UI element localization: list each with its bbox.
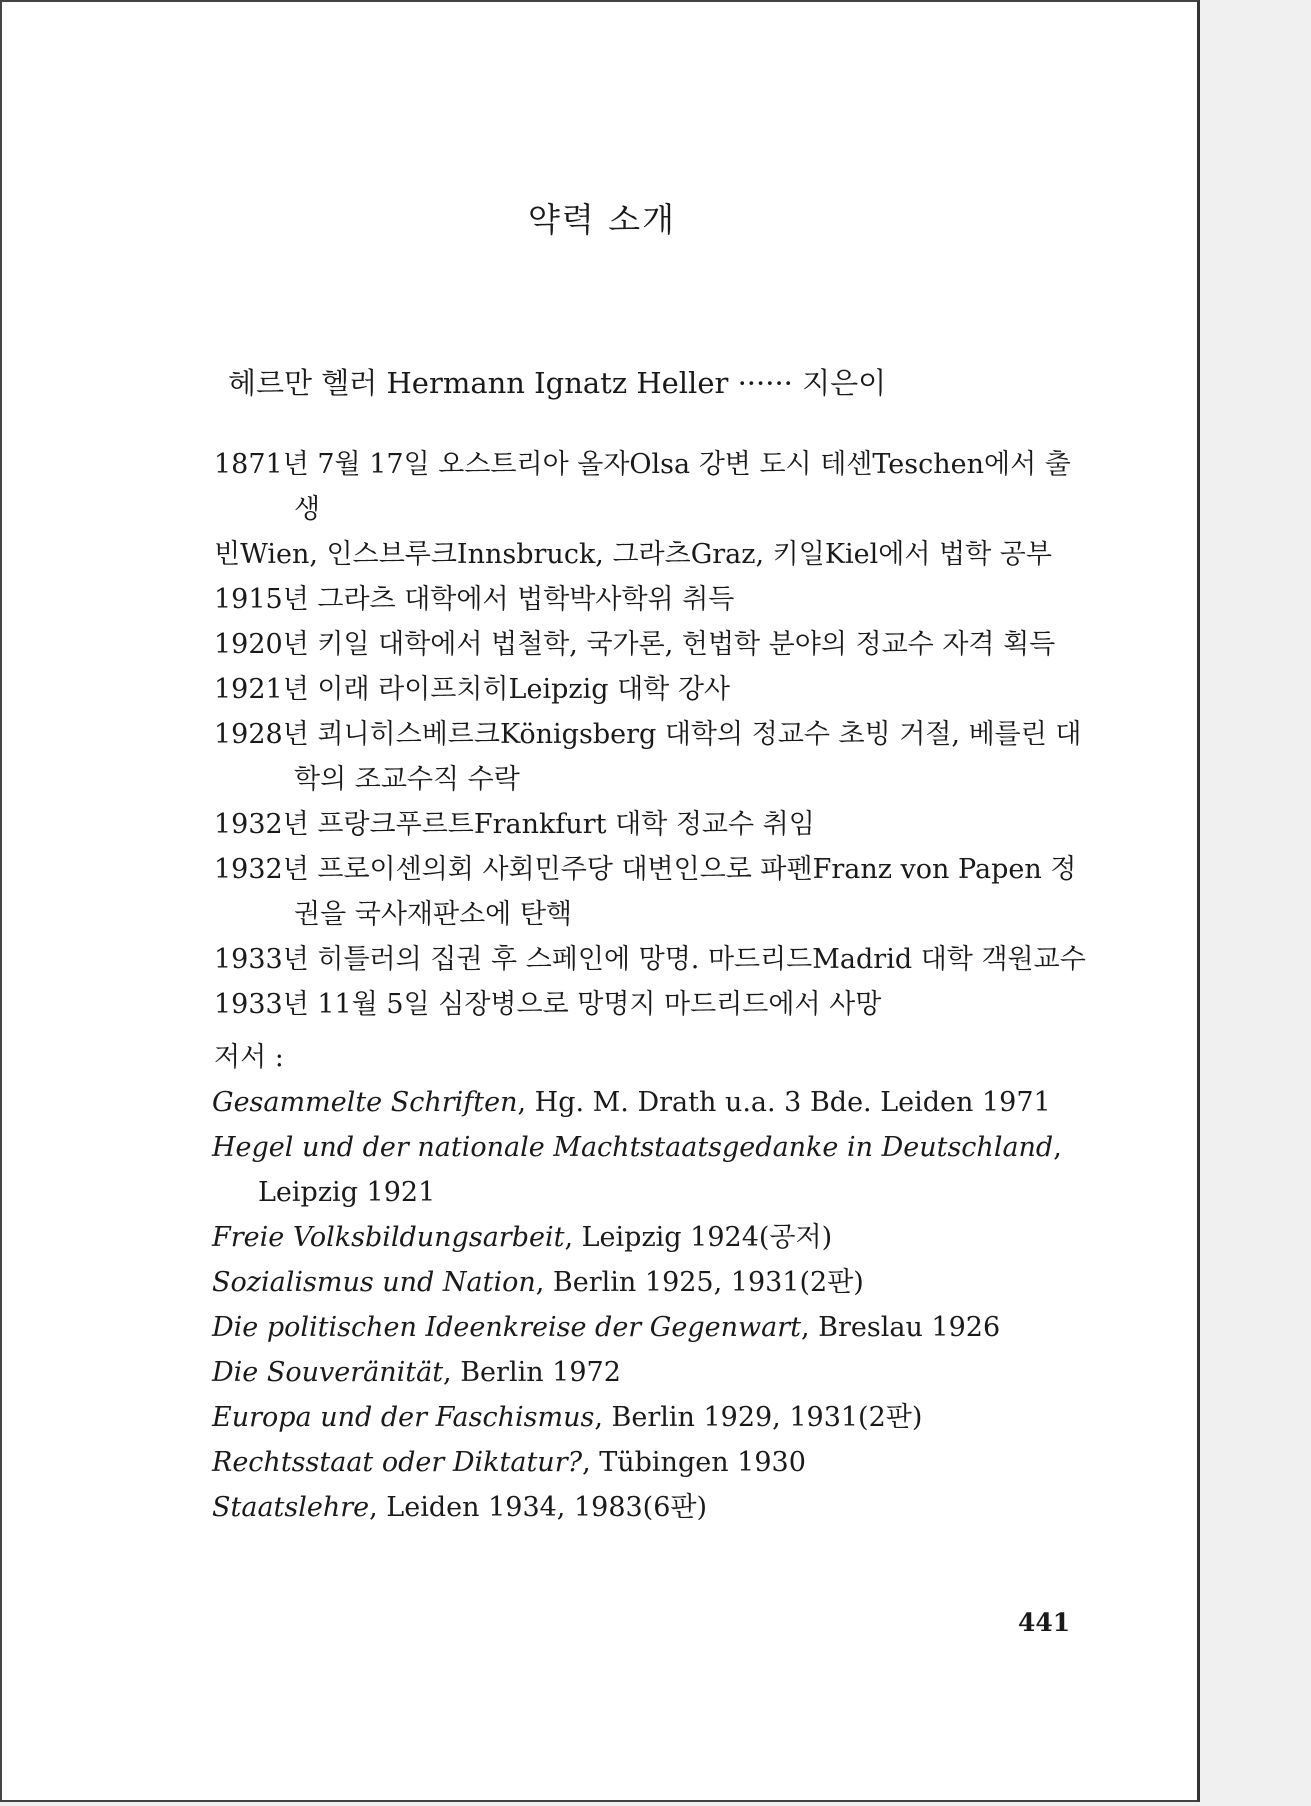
work-entry xyxy=(212,1080,1092,1125)
work-title: Rechtsstaat oder Diktatur? xyxy=(212,1447,583,1478)
work-title: Hegel und der nationale Machtstaatsgedanke in Deutschland xyxy=(212,1132,1054,1163)
work-title: Freie Volksbildungsarbeit xyxy=(212,1222,565,1253)
work-entry xyxy=(212,1485,1092,1530)
bio-entry: 1920년 키일 대학에서 법철학, 국가론, 헌법학 분야의 정교수 자격 획득 xyxy=(214,629,1056,660)
page-number: 441 xyxy=(1018,1608,1071,1637)
bio-entry: 1933년 히틀러의 집권 후 스페인에 망명. 마드리드Madrid 대학 객원교수 xyxy=(214,944,1086,975)
bio-entry: 1871년 7월 17일 오스트리아 올자Olsa 강변 도시 테센Teschen에서 출생 xyxy=(214,449,1071,525)
work-entry xyxy=(212,1215,1092,1260)
work-entry xyxy=(212,1305,1092,1350)
work-details: , Leipzig 1921 xyxy=(258,1132,1062,1208)
biography-list xyxy=(214,442,1094,1027)
work-entry xyxy=(212,1395,1092,1440)
works-list xyxy=(212,1080,1092,1530)
work-details: , Berlin 1929, 1931(2판) xyxy=(594,1402,923,1433)
bio-entry: 1932년 프로이센의회 사회민주당 대변인으로 파펜Franz von Papen 정권을 국사재판소에 탄핵 xyxy=(214,854,1077,930)
work-title: Staatslehre xyxy=(212,1492,370,1523)
page-title: 약력 소개 xyxy=(527,200,676,239)
bio-entry: 1932년 프랑크푸르트Frankfurt 대학 정교수 취임 xyxy=(214,809,815,840)
work-details: , Leiden 1934, 1983(6판) xyxy=(369,1492,708,1523)
works-heading: 저서 : xyxy=(214,1042,284,1073)
work-entry xyxy=(212,1350,1092,1395)
work-title: Europa und der Faschismus xyxy=(212,1402,595,1433)
work-details: , Tübingen 1930 xyxy=(582,1447,806,1478)
work-entry xyxy=(212,1440,1092,1485)
work-title: Gesammelte Schriften xyxy=(212,1087,518,1118)
work-entry xyxy=(212,1260,1092,1305)
author-line: 헤르만 헬러 Hermann Ignatz Heller ······ 지은이 xyxy=(228,366,887,400)
work-title: Sozialismus und Nation xyxy=(212,1267,536,1298)
work-title: Die Souveränität xyxy=(212,1357,444,1388)
work-details: , Berlin 1972 xyxy=(443,1357,621,1388)
bio-entry: 1915년 그라츠 대학에서 법학박사학위 취득 xyxy=(214,584,735,615)
work-details: , Breslau 1926 xyxy=(800,1312,1001,1343)
bio-entry: 1933년 11월 5일 심장병으로 망명지 마드리드에서 사망 xyxy=(214,989,882,1020)
bio-entry: 빈Wien, 인스브루크Innsbruck, 그라츠Graz, 키일Kiel에서 법학 공부 xyxy=(214,539,1052,570)
work-details: , Leipzig 1924(공저) xyxy=(564,1222,833,1253)
work-entry xyxy=(212,1125,1092,1215)
work-title: Die politischen Ideenkreise der Gegenwart xyxy=(212,1312,801,1343)
bio-entry: 1928년 쾨니히스베르크Königsberg 대학의 정교수 초빙 거절, 베를린 대학의 조교수직 수락 xyxy=(214,719,1082,795)
bio-entry: 1921년 이래 라이프치히Leipzig 대학 강사 xyxy=(214,674,730,705)
work-details: , Hg. M. Drath u.a. 3 Bde. Leiden 1971 xyxy=(517,1087,1051,1118)
work-details: , Berlin 1925, 1931(2판) xyxy=(535,1267,864,1298)
